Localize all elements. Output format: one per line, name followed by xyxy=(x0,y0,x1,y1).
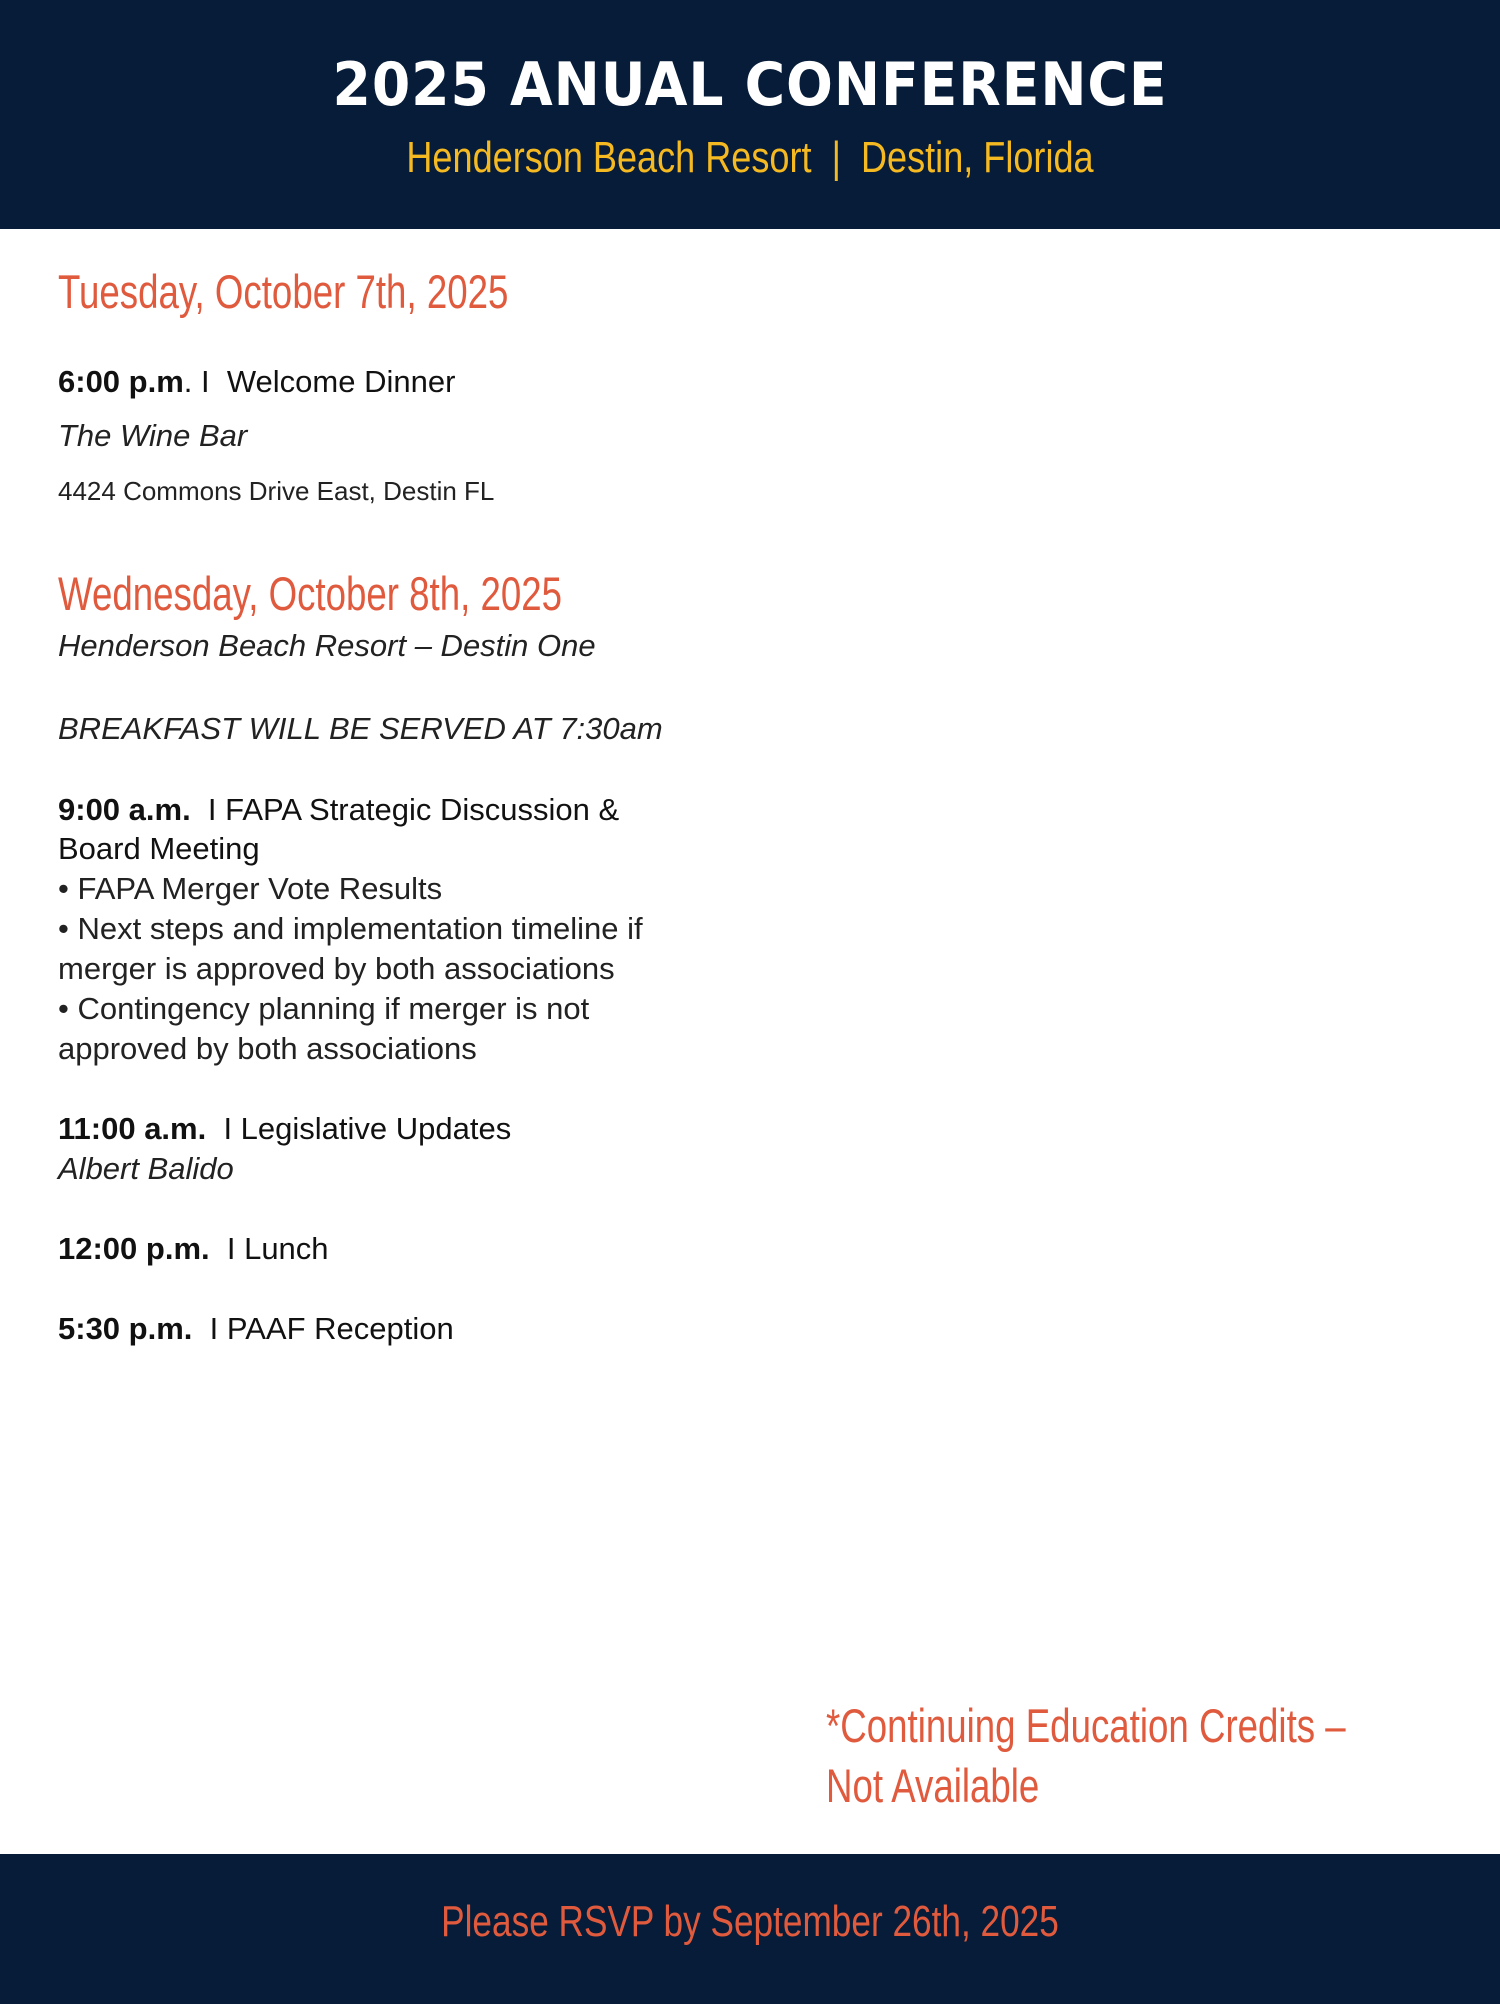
agenda-bullet: • Contingency planning if merger is not approved by both associations xyxy=(58,991,590,1066)
venue-separator: | xyxy=(831,133,841,182)
day2-event-reception xyxy=(58,1311,454,1347)
day2-heading: Wednesday, October 8th, 2025 xyxy=(58,567,563,620)
agenda-bullets xyxy=(58,869,718,1069)
rsvp-deadline: Please RSVP by September 26th, 2025 xyxy=(441,1897,1059,1946)
day2-event-legislative xyxy=(58,1111,511,1147)
event-time: 11:00 a.m. xyxy=(58,1111,207,1146)
event-title: I Legislative Updates xyxy=(206,1111,512,1146)
event-title-continued: Board Meeting xyxy=(58,831,260,866)
venue-location-line xyxy=(135,133,1365,183)
venue-name: Henderson Beach Resort xyxy=(406,133,812,182)
day2-event-board-meeting xyxy=(58,792,619,828)
day2-venue: Henderson Beach Resort – Destin One xyxy=(58,628,596,663)
event-title: . I Welcome Dinner xyxy=(183,364,456,399)
event-time: 6:00 p.m xyxy=(58,364,184,399)
event-time: 5:30 p.m. xyxy=(58,1311,193,1346)
conference-title: 2025 ANUAL CONFERENCE xyxy=(332,50,1168,120)
header-banner xyxy=(0,0,1500,229)
breakfast-note: BREAKFAST WILL BE SERVED AT 7:30am xyxy=(58,711,663,746)
day2-event-lunch xyxy=(58,1231,329,1267)
event-time: 9:00 a.m. xyxy=(58,792,191,827)
event-title: I FAPA Strategic Discussion & xyxy=(190,792,620,827)
event-place: The Wine Bar xyxy=(58,418,248,453)
event-title: I PAAF Reception xyxy=(192,1311,454,1346)
agenda-bullet: • Next steps and implementation timeline if merger is approved by both associations xyxy=(58,911,643,986)
event-time: 12:00 p.m. xyxy=(58,1231,210,1266)
footer-banner xyxy=(0,1854,1500,2004)
day1-event-welcome-dinner xyxy=(58,364,455,400)
ce-credits-note: *Continuing Education Credits – Not Available xyxy=(826,1699,1346,1812)
agenda-bullet: • FAPA Merger Vote Results xyxy=(58,871,443,906)
event-speaker: Albert Balido xyxy=(58,1151,234,1186)
venue-city: Destin, Florida xyxy=(860,133,1094,182)
day1-heading: Tuesday, October 7th, 2025 xyxy=(58,265,509,318)
event-title: I Lunch xyxy=(209,1231,329,1266)
event-address: 4424 Commons Drive East, Destin FL xyxy=(58,476,495,506)
